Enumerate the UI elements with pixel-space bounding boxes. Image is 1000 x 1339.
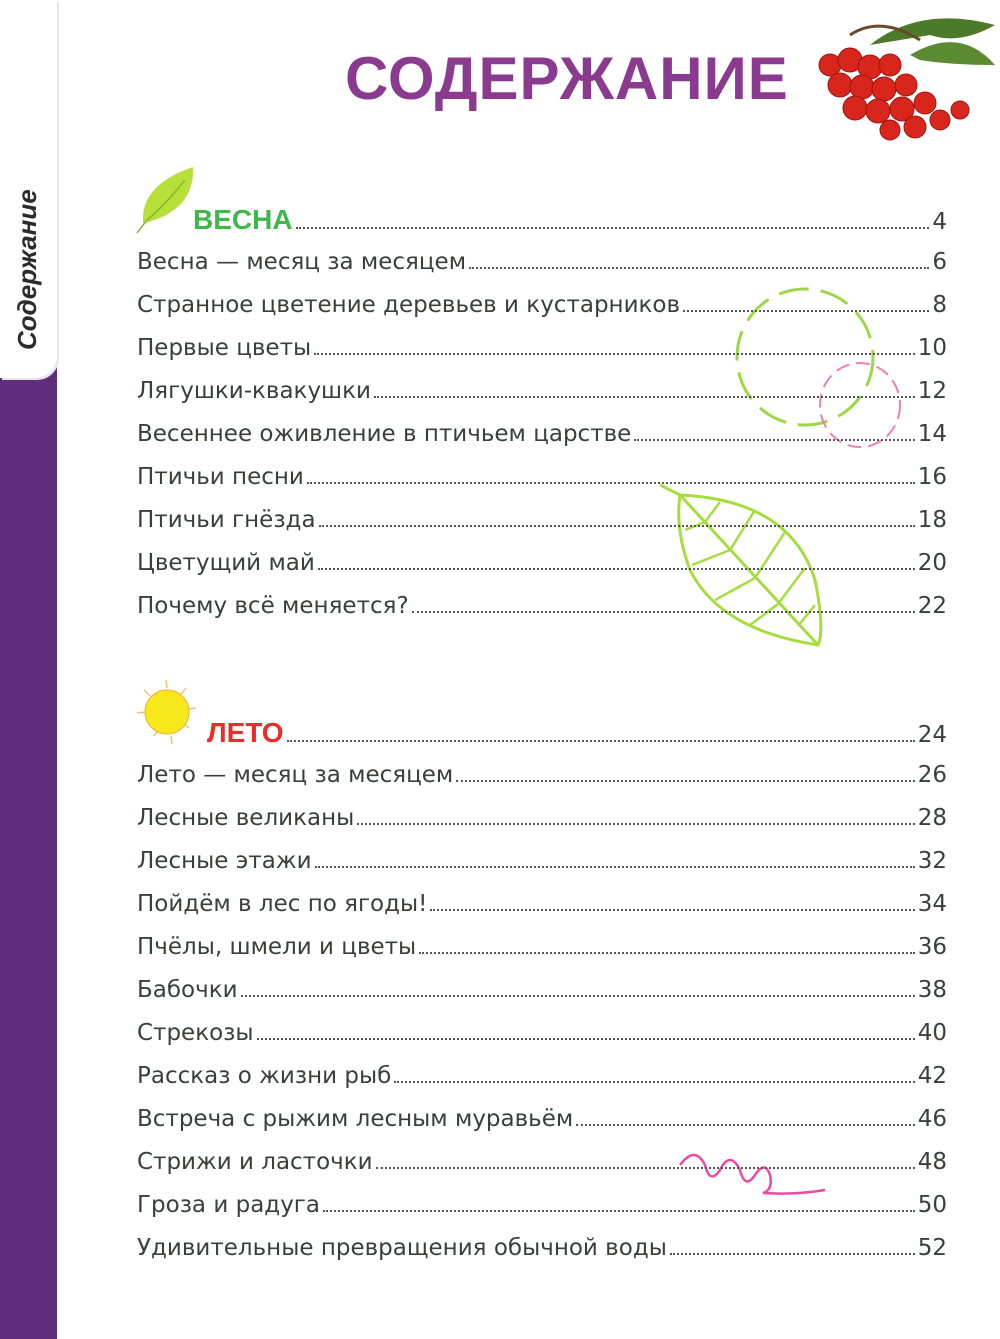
entry-title: Рассказ о жизни рыб bbox=[137, 1063, 392, 1089]
entry-title: Почему всё меняется? bbox=[137, 593, 409, 619]
toc-entry[interactable] bbox=[137, 1098, 947, 1141]
toc-entry[interactable] bbox=[137, 1055, 947, 1098]
toc-entry[interactable] bbox=[137, 840, 947, 883]
toc-entry[interactable] bbox=[137, 585, 947, 628]
toc-entry[interactable] bbox=[137, 754, 947, 797]
dot-leader bbox=[319, 525, 915, 527]
page-number: 36 bbox=[917, 934, 947, 960]
dot-leader bbox=[430, 909, 914, 911]
entry-title: Пчёлы, шмели и цветы bbox=[137, 934, 417, 960]
dot-leader bbox=[634, 439, 914, 441]
section-heading-spring[interactable] bbox=[137, 198, 947, 241]
page-number: 16 bbox=[917, 464, 947, 490]
section-title: ЛЕТО bbox=[207, 717, 284, 748]
page-number: 22 bbox=[917, 593, 947, 619]
page-number: 8 bbox=[932, 292, 947, 318]
dot-leader bbox=[374, 396, 915, 398]
page-number: 14 bbox=[917, 421, 947, 447]
entry-title: Лето — месяц за месяцем bbox=[137, 762, 454, 788]
entry-title: Первые цветы bbox=[137, 335, 312, 361]
toc-entry[interactable] bbox=[137, 1184, 947, 1227]
toc-entry[interactable] bbox=[137, 969, 947, 1012]
dot-leader bbox=[419, 952, 915, 954]
entry-title: Странное цветение деревьев и кустарников bbox=[137, 292, 681, 318]
dot-leader bbox=[412, 611, 915, 613]
page-number: 34 bbox=[917, 891, 947, 917]
page-number: 4 bbox=[932, 209, 947, 235]
dot-leader bbox=[469, 267, 929, 269]
page-number: 50 bbox=[917, 1192, 947, 1218]
dot-leader bbox=[287, 740, 915, 742]
spring-section bbox=[137, 198, 947, 628]
toc-entry[interactable] bbox=[137, 327, 947, 370]
toc-entry[interactable] bbox=[137, 284, 947, 327]
page-number: 38 bbox=[917, 977, 947, 1003]
dot-leader bbox=[394, 1081, 914, 1083]
toc-entry[interactable] bbox=[137, 797, 947, 840]
sidebar-tab-label: Содержание bbox=[12, 189, 42, 350]
dot-leader bbox=[241, 995, 915, 997]
entry-title: Птичьи песни bbox=[137, 464, 304, 490]
entry-title: Весна — месяц за месяцем bbox=[137, 249, 467, 275]
page-number: 42 bbox=[917, 1063, 947, 1089]
rowan-berries-icon bbox=[810, 5, 1000, 145]
dot-leader bbox=[296, 227, 930, 229]
dot-leader bbox=[456, 780, 914, 782]
dot-leader bbox=[314, 353, 915, 355]
entry-title: Лесные этажи bbox=[137, 848, 312, 874]
dot-leader bbox=[576, 1124, 914, 1126]
page-number: 18 bbox=[917, 507, 947, 533]
toc-entry[interactable] bbox=[137, 542, 947, 585]
toc-entry[interactable] bbox=[137, 456, 947, 499]
entry-title: Пойдём в лес по ягоды! bbox=[137, 891, 428, 917]
dot-leader bbox=[307, 482, 915, 484]
entry-title: Удивительные превращения обычной воды bbox=[137, 1235, 667, 1261]
dot-leader bbox=[357, 823, 914, 825]
toc-entry[interactable] bbox=[137, 883, 947, 926]
dot-leader bbox=[315, 866, 915, 868]
entry-title: Птичьи гнёзда bbox=[137, 507, 316, 533]
section-heading-summer[interactable] bbox=[137, 711, 947, 754]
toc-entry[interactable] bbox=[137, 1227, 947, 1270]
page-number: 48 bbox=[917, 1149, 947, 1175]
page-number: 28 bbox=[917, 805, 947, 831]
page-number: 24 bbox=[917, 722, 947, 748]
page-number: 10 bbox=[917, 335, 947, 361]
page-number: 12 bbox=[917, 378, 947, 404]
toc-entry[interactable] bbox=[137, 413, 947, 456]
page-number: 52 bbox=[917, 1235, 947, 1261]
page-number: 26 bbox=[917, 762, 947, 788]
entry-title: Гроза и радуга bbox=[137, 1192, 320, 1218]
page-number: 40 bbox=[917, 1020, 947, 1046]
entry-title: Весеннее оживление в птичьем царстве bbox=[137, 421, 632, 447]
dot-leader bbox=[683, 310, 929, 312]
dot-leader bbox=[323, 1210, 915, 1212]
entry-title: Лягушки-квакушки bbox=[137, 378, 371, 404]
dot-leader bbox=[257, 1038, 915, 1040]
toc-entry[interactable] bbox=[137, 370, 947, 413]
section-title: ВЕСНА bbox=[193, 204, 293, 235]
page-number: 32 bbox=[917, 848, 947, 874]
dot-leader bbox=[670, 1253, 915, 1255]
dot-leader bbox=[318, 568, 915, 570]
entry-title: Бабочки bbox=[137, 977, 238, 1003]
dot-leader bbox=[376, 1167, 915, 1169]
entry-title: Встреча с рыжим лесным муравьём bbox=[137, 1106, 574, 1132]
entry-title: Стрекозы bbox=[137, 1020, 254, 1046]
entry-title: Стрижи и ласточки bbox=[137, 1149, 373, 1175]
toc-entry[interactable] bbox=[137, 499, 947, 542]
toc-entry[interactable] bbox=[137, 1141, 947, 1184]
page-title: СОДЕРЖАНИЕ bbox=[345, 45, 789, 112]
page-number: 46 bbox=[917, 1106, 947, 1132]
toc-entry[interactable] bbox=[137, 241, 947, 284]
toc-entry[interactable] bbox=[137, 926, 947, 969]
entry-title: Лесные великаны bbox=[137, 805, 355, 831]
toc-entry[interactable] bbox=[137, 1012, 947, 1055]
entry-title: Цветущий май bbox=[137, 550, 315, 576]
summer-section bbox=[137, 711, 947, 1270]
page-number: 6 bbox=[932, 249, 947, 275]
page-number: 20 bbox=[917, 550, 947, 576]
